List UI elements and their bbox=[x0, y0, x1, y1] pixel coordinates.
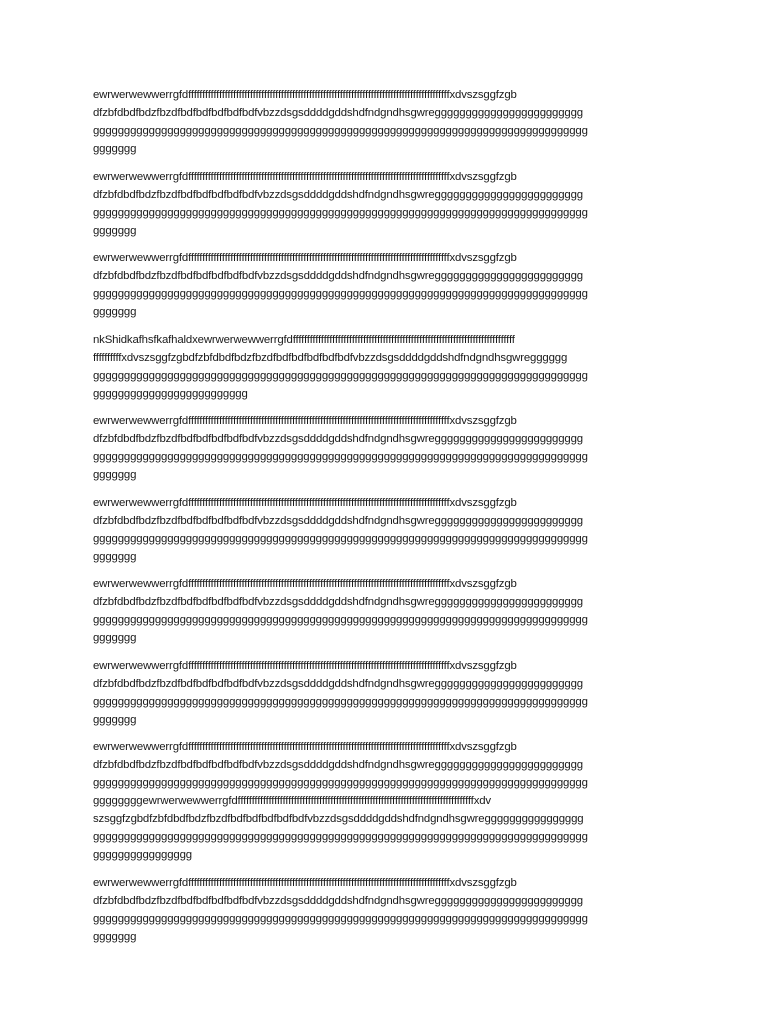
document-body bbox=[93, 86, 673, 955]
paragraph-10 bbox=[93, 874, 673, 946]
paragraph-6 bbox=[93, 494, 673, 566]
text-line: szsggfzgbdfzbfdbdfbdzfbzdfbdfbdfbdfbdfbdfvbzzdsgsddddgddshdfndgndhsgwregggggggggggggggg bbox=[93, 813, 584, 825]
text-line: ewrwerwewwerrgfdfffffffffffffffffffffffffffffffffffffffffffffffffffffffffffffffffffffffffffffffffffffffffffffxdvszsggfzgb bbox=[93, 659, 517, 672]
text-line: gggggggggggggggggggggggggggggggggggggggggggggggggggggggggggggggggggggggggggggggg bbox=[93, 614, 588, 626]
text-line: dfzbfdbdfbdzfbzdfbdfbdfbdfbdfbdfvbzzdsgsddddgddshdfndgndhsgwregggggggggggggggggggggggg bbox=[93, 433, 583, 445]
text-line: dfzbfdbdfbdzfbzdfbdfbdfbdfbdfbdfvbzzdsgsddddgddshdfndgndhsgwregggggggggggggggggggggggg bbox=[93, 270, 583, 282]
text-line: dfzbfdbdfbdzfbzdfbdfbdfbdfbdfbdfvbzzdsgsddddgddshdfndgndhsgwregggggggggggggggggggggggg bbox=[93, 596, 583, 608]
text-line: ggggggg bbox=[93, 930, 137, 943]
text-line: ggggggg bbox=[93, 550, 137, 563]
text-line: dfzbfdbdfbdzfbzdfbdfbdfbdfbdfbdfvbzzdsgsddddgddshdfndgndhsgwregggggggggggggggggggggggg bbox=[93, 107, 583, 119]
text-line: gggggggggggggggggggggggggggggggggggggggggggggggggggggggggggggggggggggggggggggggg bbox=[93, 451, 588, 463]
text-line: ewrwerwewwerrgfdfffffffffffffffffffffffffffffffffffffffffffffffffffffffffffffffffffffffffffffffffffffffffffffxdvszsggfzgb bbox=[93, 415, 517, 427]
text-line: ewrwerwewwerrgfdfffffffffffffffffffffffffffffffffffffffffffffffffffffffffffffffffffffffffffffffffffffffffffffxdvszsggfzgb bbox=[93, 89, 517, 101]
text-line: ffffffffffxdvszsggfzgbdfzbfdbdfbdzfbzdfbdfbdfbdfbdfbdfvbzzdsgsddddgddshdfndgndhsgwregggggg bbox=[93, 351, 568, 364]
text-line: ewrwerwewwerrgfdfffffffffffffffffffffffffffffffffffffffffffffffffffffffffffffffffffffffffffffffffffffffffffffxdvszsggfzgb bbox=[93, 578, 517, 590]
text-line: ggggggg bbox=[93, 224, 137, 237]
text-line: gggggggggggggggggggggggggggggggggggggggggggggggggggggggggggggggggggggggggggggggg bbox=[93, 532, 588, 545]
text-line: gggggggggggggggggggggggggggggggggggggggggggggggggggggggggggggggggggggggggggggggg bbox=[93, 831, 588, 843]
text-line: gggggggggggggggggggggggggggggggggggggggggggggggggggggggggggggggggggggggggggggggg bbox=[93, 777, 588, 789]
paragraph-7 bbox=[93, 575, 673, 647]
paragraph-9 bbox=[93, 738, 673, 864]
text-line: ewrwerwewwerrgfdfffffffffffffffffffffffffffffffffffffffffffffffffffffffffffffffffffffffffffffffffffffffffffffxdvszsggfzgb bbox=[93, 252, 517, 264]
text-line: gggggggggggggggggggggggggggggggggggggggggggggggggggggggggggggggggggggggggggggggg bbox=[93, 288, 588, 300]
text-line: ggggggg bbox=[93, 306, 137, 318]
text-line: gggggggggggggggggggggggggggggggggggggggggggggggggggggggggggggggggggggggggggggggg bbox=[93, 369, 588, 382]
text-line: ggggggggewrwerwewwerrgfdffffffffffffffffffffffffffffffffffffffffffffffffffffffffffffffffffffffffffffffffffffxdv bbox=[93, 795, 491, 807]
paragraph-4 bbox=[93, 331, 673, 403]
text-line: dfzbfdbdfbdzfbzdfbdfbdfbdfbdfbdfvbzzdsgsddddgddshdfndgndhsgwregggggggggggggggggggggggg bbox=[93, 759, 583, 771]
text-line: dfzbfdbdfbdzfbzdfbdfbdfbdfbdfbdfvbzzdsgsddddgddshdfndgndhsgwregggggggggggggggggggggggg bbox=[93, 514, 583, 527]
text-line: gggggggggggggggggggggggggggggggggggggggggggggggggggggggggggggggggggggggggggggggg bbox=[93, 206, 588, 219]
text-line: ewrwerwewwerrgfdfffffffffffffffffffffffffffffffffffffffffffffffffffffffffffffffffffffffffffffffffffffffffffffxdvszsggfzgb bbox=[93, 876, 517, 889]
text-line: nkShidkafhsfkafhaldxewrwerwewwerrgfdfffffffffffffffffffffffffffffffffffffffffffffffffffffffffffffffffffffffffffffff bbox=[93, 333, 515, 346]
text-line: dfzbfdbdfbdzfbzdfbdfbdfbdfbdfbdfvbzzdsgsddddgddshdfndgndhsgwregggggggggggggggggggggggg bbox=[93, 894, 583, 907]
text-line: ggggggg bbox=[93, 632, 137, 644]
paragraph-1 bbox=[93, 86, 673, 158]
paragraph-5 bbox=[93, 412, 673, 484]
text-line: gggggggggggggggg bbox=[93, 849, 192, 861]
paragraph-8 bbox=[93, 657, 673, 729]
text-line: gggggggggggggggggggggggggggggggggggggggggggggggggggggggggggggggggggggggggggggggg bbox=[93, 125, 588, 137]
text-line: ewrwerwewwerrgfdfffffffffffffffffffffffffffffffffffffffffffffffffffffffffffffffffffffffffffffffffffffffffffffxdvszsggfzgb bbox=[93, 170, 517, 183]
text-line: ewrwerwewwerrgfdfffffffffffffffffffffffffffffffffffffffffffffffffffffffffffffffffffffffffffffffffffffffffffffxdvszsggfzgb bbox=[93, 741, 517, 753]
text-line: ggggggg bbox=[93, 143, 137, 155]
text-line: ggggggggggggggggggggggggg bbox=[93, 387, 248, 400]
text-line: gggggggggggggggggggggggggggggggggggggggggggggggggggggggggggggggggggggggggggggggg bbox=[93, 695, 588, 708]
paragraph-2 bbox=[93, 168, 673, 240]
text-line: dfzbfdbdfbdzfbzdfbdfbdfbdfbdfbdfvbzzdsgsddddgddshdfndgndhsgwregggggggggggggggggggggggg bbox=[93, 188, 583, 201]
text-line: ggggggg bbox=[93, 469, 137, 481]
text-line: ggggggg bbox=[93, 713, 137, 726]
text-line: ewrwerwewwerrgfdfffffffffffffffffffffffffffffffffffffffffffffffffffffffffffffffffffffffffffffffffffffffffffffxdvszsggfzgb bbox=[93, 496, 517, 509]
text-line: gggggggggggggggggggggggggggggggggggggggggggggggggggggggggggggggggggggggggggggggg bbox=[93, 912, 588, 925]
paragraph-3 bbox=[93, 249, 673, 321]
text-line: dfzbfdbdfbdzfbzdfbdfbdfbdfbdfbdfvbzzdsgsddddgddshdfndgndhsgwregggggggggggggggggggggggg bbox=[93, 677, 583, 690]
